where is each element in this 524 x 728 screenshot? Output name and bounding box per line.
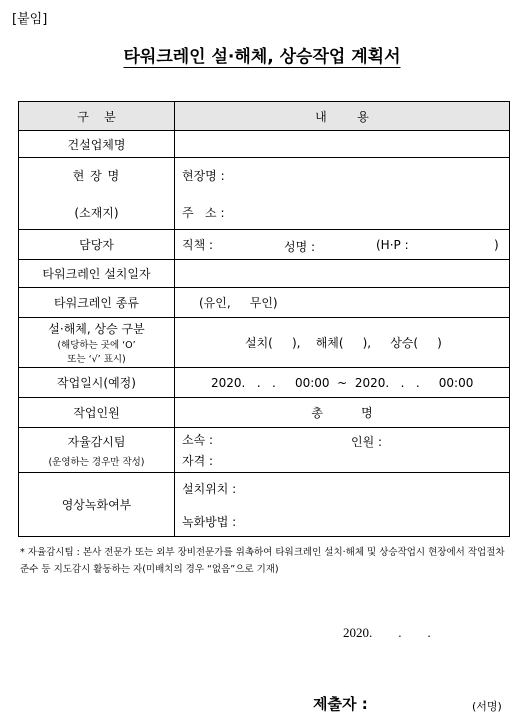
site-label-name: 현 장 명 — [72, 168, 121, 183]
row-schedule — [19, 368, 510, 398]
recording-value[interactable] — [175, 473, 510, 537]
site-value[interactable] — [175, 158, 510, 230]
work-type-note-1: (해당하는 곳에 ‘O’ — [57, 340, 136, 351]
row-manager — [19, 230, 510, 260]
workers-label: 작업인원 — [19, 398, 175, 428]
install-date-label: 타워크레인 설치일자 — [19, 260, 175, 288]
manager-position-field: 직책 : — [182, 238, 214, 252]
manager-label: 담당자 — [19, 230, 175, 260]
row-install-date — [19, 260, 510, 288]
header-category: 구 분 — [19, 102, 175, 131]
recording-method-field: 녹화방법 : — [182, 514, 237, 529]
supervision-affiliation-field: 소속 : — [182, 433, 214, 447]
crane-type-label: 타워크레인 종류 — [19, 288, 175, 318]
manager-name-field: 성명 : — [284, 240, 316, 254]
work-type-value[interactable]: 설치( ), 해체( ), 상승( ) — [175, 318, 510, 368]
row-site — [19, 158, 510, 230]
document-title: 타워크레인 설·해체, 상승작업 계획서 — [123, 47, 401, 67]
plan-form-table — [18, 101, 510, 537]
supervision-count-field: 인원 : — [351, 435, 383, 449]
manager-phone-close: ) — [494, 238, 499, 252]
recording-label: 영상녹화여부 — [19, 473, 175, 537]
recording-location-field: 설치위치 : — [182, 481, 237, 496]
submitter-label: 제출자 : — [313, 695, 368, 713]
row-work-type — [19, 318, 510, 368]
site-label — [19, 158, 175, 230]
date-line[interactable]: 2020. . . — [343, 625, 431, 640]
footnote: * 자율감시팀 : 본사 전문가 또는 외부 장비전문가를 위촉하여 타워크레인 설치·해체 및 상승작업시 현장에서 작업절차 준수 등 지도감시 활동하는 자(미배치의 경우 “없음”으로 기재) — [20, 547, 505, 575]
schedule-value[interactable]: 2020. . . 00:00 ~ 2020. . . 00:00 — [175, 368, 510, 398]
crane-type-value[interactable]: (유인, 무인) — [175, 288, 510, 318]
work-type-label — [19, 318, 175, 368]
supervision-sublabel: (운영하는 경우만 작성) — [48, 456, 145, 468]
row-crane-type — [19, 288, 510, 318]
header-content: 내 용 — [175, 102, 510, 131]
table-header-row — [19, 102, 510, 131]
supervision-label-text: 자율감시팀 — [67, 434, 126, 449]
supervision-qualification-field: 자격 : — [182, 454, 214, 468]
work-type-label-text: 설·해체, 상승 구분 — [48, 322, 145, 336]
schedule-label: 작업일시(예정) — [19, 368, 175, 398]
site-address-field: 주 소 : — [182, 205, 225, 220]
row-recording — [19, 473, 510, 537]
signature-label[interactable]: (서명) — [472, 700, 502, 713]
row-company — [19, 131, 510, 158]
work-type-note-2: 또는 ‘√’ 표시) — [67, 354, 126, 365]
workers-value[interactable]: 총 명 — [175, 398, 510, 428]
supervision-label — [19, 428, 175, 473]
install-date-value[interactable] — [175, 260, 510, 288]
site-name-field: 현장명 : — [182, 168, 225, 183]
manager-phone-field: (H·P : — [376, 238, 409, 252]
company-label: 건설업체명 — [19, 131, 175, 158]
manager-value[interactable] — [175, 230, 510, 260]
row-workers — [19, 398, 510, 428]
attachment-label: [붙임] — [12, 12, 48, 27]
row-supervision — [19, 428, 510, 473]
supervision-value[interactable] — [175, 428, 510, 473]
site-label-address: (소재지) — [74, 205, 119, 220]
company-value[interactable] — [175, 131, 510, 158]
